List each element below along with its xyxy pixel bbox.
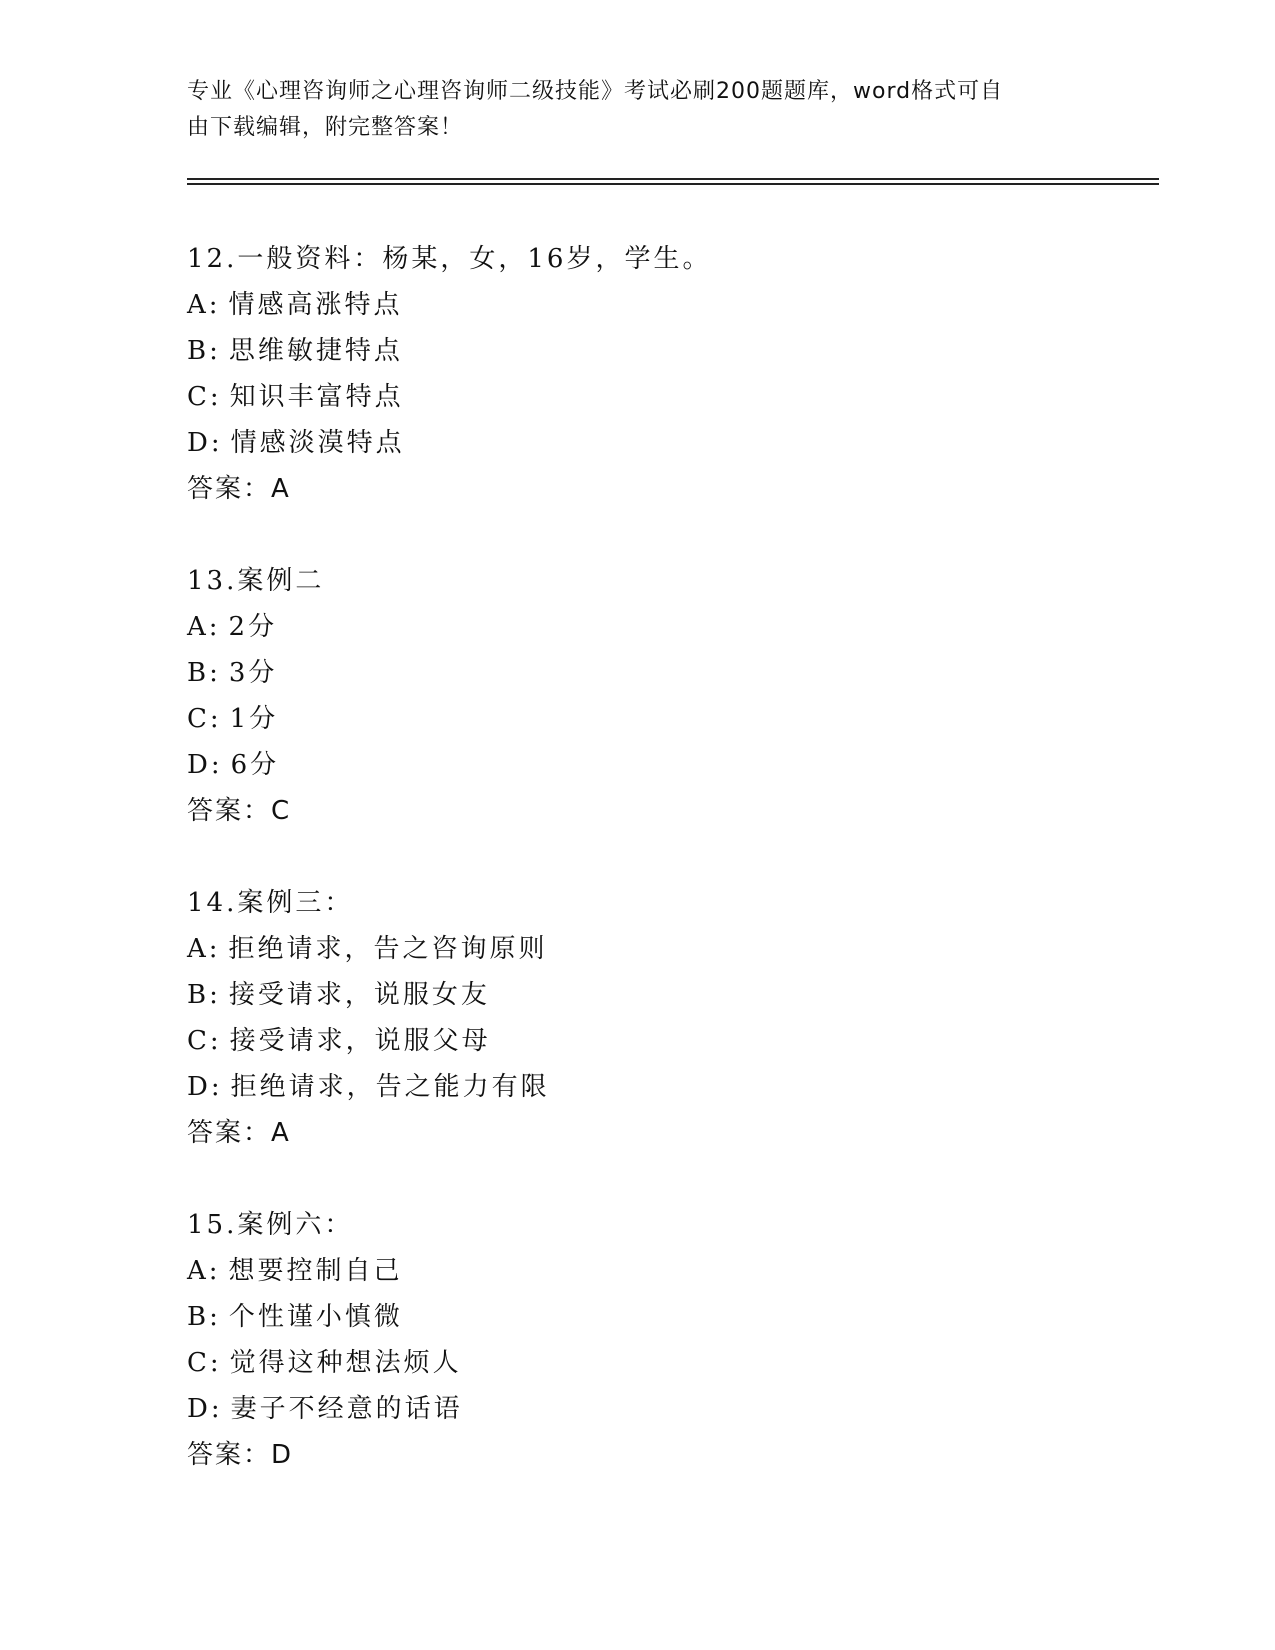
option-text: 拒绝请求，告之咨询原则 <box>228 934 548 964</box>
option-letter: D: <box>187 428 223 458</box>
option-b <box>187 1294 1147 1340</box>
question-text: 一般资料：杨某，女，16岁，学生。 <box>237 244 712 274</box>
option-letter: A: <box>187 290 221 320</box>
answer-value: A <box>271 474 291 504</box>
document-header <box>187 74 1067 146</box>
question-stem <box>187 558 1147 604</box>
answer-line <box>187 1110 1147 1156</box>
option-letter: C: <box>187 704 222 734</box>
question-text: 案例六： <box>237 1210 354 1240</box>
option-d <box>187 1386 1147 1432</box>
option-text: 1分 <box>229 704 279 734</box>
answer-line <box>187 788 1147 834</box>
option-letter: B: <box>187 980 221 1010</box>
option-a <box>187 926 1147 972</box>
option-text: 拒绝请求，告之能力有限 <box>230 1072 550 1102</box>
option-d <box>187 1064 1147 1110</box>
option-d <box>187 420 1147 466</box>
option-text: 思维敏捷特点 <box>228 336 403 366</box>
option-a <box>187 282 1147 328</box>
question-stem <box>187 1202 1147 1248</box>
option-text: 妻子不经意的话语 <box>230 1394 463 1424</box>
header-divider-bottom <box>187 183 1159 185</box>
question-text: 案例三： <box>237 888 354 918</box>
answer-label: 答案： <box>187 474 272 504</box>
question-12 <box>187 236 1147 512</box>
header-line-1: 专业《心理咨询师之心理咨询师二级技能》考试必刷200题题库，word格式可自 <box>187 79 1004 104</box>
question-text: 案例二 <box>237 566 325 596</box>
question-13 <box>187 558 1147 834</box>
option-c <box>187 1018 1147 1064</box>
answer-value: D <box>271 1440 294 1470</box>
question-stem <box>187 236 1147 282</box>
option-d <box>187 742 1147 788</box>
option-a <box>187 604 1147 650</box>
answer-label: 答案： <box>187 1440 272 1470</box>
option-text: 知识丰富特点 <box>229 382 404 412</box>
option-text: 情感高涨特点 <box>228 290 403 320</box>
header-line-2: 由下载编辑，附完整答案！ <box>187 115 464 140</box>
option-letter: B: <box>187 336 221 366</box>
option-text: 3分 <box>228 658 278 688</box>
answer-label: 答案： <box>187 1118 272 1148</box>
option-letter: C: <box>187 1348 222 1378</box>
option-text: 2分 <box>228 612 278 642</box>
question-14 <box>187 880 1147 1156</box>
question-number: 14. <box>187 888 238 918</box>
option-text: 个性谨小慎微 <box>228 1302 403 1332</box>
option-letter: B: <box>187 1302 221 1332</box>
option-b <box>187 328 1147 374</box>
option-text: 想要控制自己 <box>228 1256 403 1286</box>
option-c <box>187 696 1147 742</box>
option-letter: C: <box>187 1026 222 1056</box>
option-a <box>187 1248 1147 1294</box>
question-stem <box>187 880 1147 926</box>
option-letter: C: <box>187 382 222 412</box>
question-list <box>187 236 1147 1524</box>
option-letter: A: <box>187 934 221 964</box>
question-15 <box>187 1202 1147 1478</box>
option-c <box>187 374 1147 420</box>
option-letter: A: <box>187 1256 221 1286</box>
answer-line <box>187 466 1147 512</box>
option-letter: D: <box>187 1394 223 1424</box>
option-b <box>187 650 1147 696</box>
option-letter: D: <box>187 1072 223 1102</box>
question-number: 15. <box>187 1210 238 1240</box>
answer-value: C <box>271 796 292 826</box>
option-b <box>187 972 1147 1018</box>
option-letter: B: <box>187 658 221 688</box>
question-number: 12. <box>187 244 238 274</box>
answer-label: 答案： <box>187 796 272 826</box>
option-text: 觉得这种想法烦人 <box>229 1348 462 1378</box>
option-letter: A: <box>187 612 221 642</box>
option-text: 接受请求，说服父母 <box>229 1026 491 1056</box>
option-text: 接受请求，说服女友 <box>228 980 490 1010</box>
answer-value: A <box>271 1118 291 1148</box>
header-divider-top <box>187 178 1159 180</box>
option-text: 6分 <box>230 750 280 780</box>
option-c <box>187 1340 1147 1386</box>
answer-line <box>187 1432 1147 1478</box>
question-number: 13. <box>187 566 238 596</box>
option-letter: D: <box>187 750 223 780</box>
option-text: 情感淡漠特点 <box>230 428 405 458</box>
